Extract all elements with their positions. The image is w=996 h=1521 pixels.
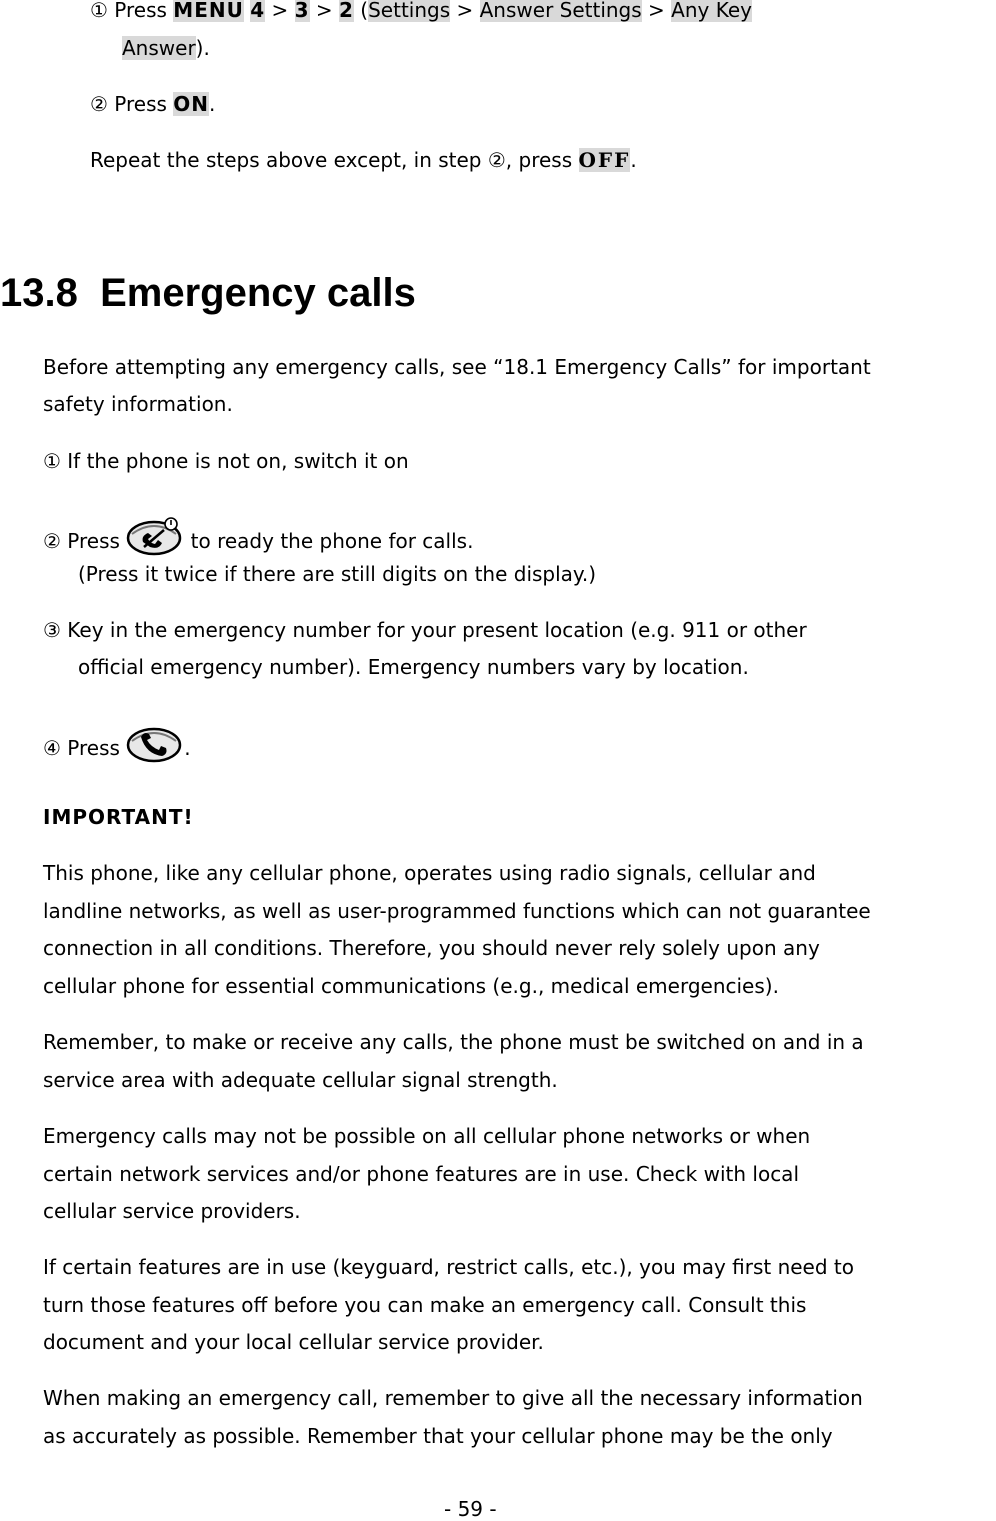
key-2: 2	[339, 0, 354, 22]
press-label: ④ Press	[43, 736, 120, 760]
separator: >	[271, 0, 289, 22]
emergency-step-2-note: (Press it twice if there are still digits on the display.)	[78, 562, 597, 586]
important-p4-line: If certain features are in use (keyguard, restrict calls, etc.), you may first need to	[43, 1255, 854, 1279]
clear-end-key-icon	[126, 512, 184, 565]
intro-line-2: safety information.	[43, 392, 233, 416]
section-number: 13.8	[0, 271, 78, 315]
step-2-suffix: to ready the phone for calls.	[190, 529, 474, 553]
path-answer-settings: Answer Settings	[479, 0, 642, 22]
important-heading: IMPORTANT!	[43, 805, 194, 829]
section-title: Emergency calls	[100, 271, 416, 315]
path-any-key: Any Key	[671, 0, 752, 22]
press-label: Press	[114, 0, 167, 22]
important-p1-line: cellular phone for essential communications (e.g., medical emergencies).	[43, 974, 779, 998]
period: .	[184, 736, 191, 760]
key-3: 3	[294, 0, 310, 22]
close-paren: ).	[195, 36, 210, 60]
important-p5-line: When making an emergency call, remember to give all the necessary information	[43, 1386, 863, 1410]
press-label: ② Press	[43, 529, 120, 553]
repeat-text: Repeat the steps above except, in step ②, press	[90, 148, 573, 172]
key-on: ON	[173, 92, 210, 116]
page-number: - 59 -	[444, 1497, 497, 1521]
separator: >	[315, 0, 333, 22]
important-p1-line: connection in all conditions. Therefore, you should never rely solely upon any	[43, 936, 820, 960]
step-marker: ①	[90, 0, 108, 22]
important-p3-line: cellular service providers.	[43, 1199, 301, 1223]
key-off: OFF	[578, 148, 631, 172]
important-p4-line: turn those features off before you can make an emergency call. Consult this	[43, 1293, 807, 1317]
paren: (	[360, 0, 369, 22]
emergency-step-3-line-1: ③ Key in the emergency number for your present location (e.g. 911 or other	[43, 618, 807, 642]
key-menu: MENU	[173, 0, 244, 22]
section-heading	[0, 268, 416, 318]
important-p1-line: landline networks, as well as user-programmed functions which can not guarantee	[43, 899, 871, 923]
intro-line-1: Before attempting any emergency calls, see “18.1 Emergency Calls” for important	[43, 355, 871, 379]
important-p1-line: This phone, like any cellular phone, operates using radio signals, cellular and	[43, 861, 816, 885]
important-p2-line: Remember, to make or receive any calls, the phone must be switched on and in a	[43, 1030, 864, 1054]
separator: >	[648, 0, 665, 22]
important-p4-line: document and your local cellular service provider.	[43, 1330, 544, 1354]
emergency-step-4	[43, 719, 191, 772]
step-1-line	[90, 0, 752, 24]
emergency-step-1: ① If the phone is not on, switch it on	[43, 449, 409, 473]
important-p2-line: service area with adequate cellular signal strength.	[43, 1068, 558, 1092]
step-1-line-2	[122, 34, 210, 62]
period: .	[630, 148, 637, 172]
key-4: 4	[250, 0, 266, 22]
step-2-line	[90, 90, 215, 118]
period: .	[209, 92, 216, 116]
path-settings: Settings	[368, 0, 451, 22]
path-answer: Answer	[122, 36, 196, 60]
important-p3-line: Emergency calls may not be possible on all cellular phone networks or when	[43, 1124, 811, 1148]
separator: >	[456, 0, 474, 22]
send-call-key-icon	[126, 719, 184, 772]
step-marker: ②	[90, 92, 108, 116]
repeat-line	[90, 146, 637, 174]
emergency-step-3-line-2: official emergency number). Emergency numbers vary by location.	[78, 655, 749, 679]
important-p3-line: certain network services and/or phone features are in use. Check with local	[43, 1162, 799, 1186]
press-label: Press	[114, 92, 167, 116]
important-p5-line: as accurately as possible. Remember that your cellular phone may be the only	[43, 1424, 833, 1448]
emergency-step-2	[43, 512, 473, 565]
